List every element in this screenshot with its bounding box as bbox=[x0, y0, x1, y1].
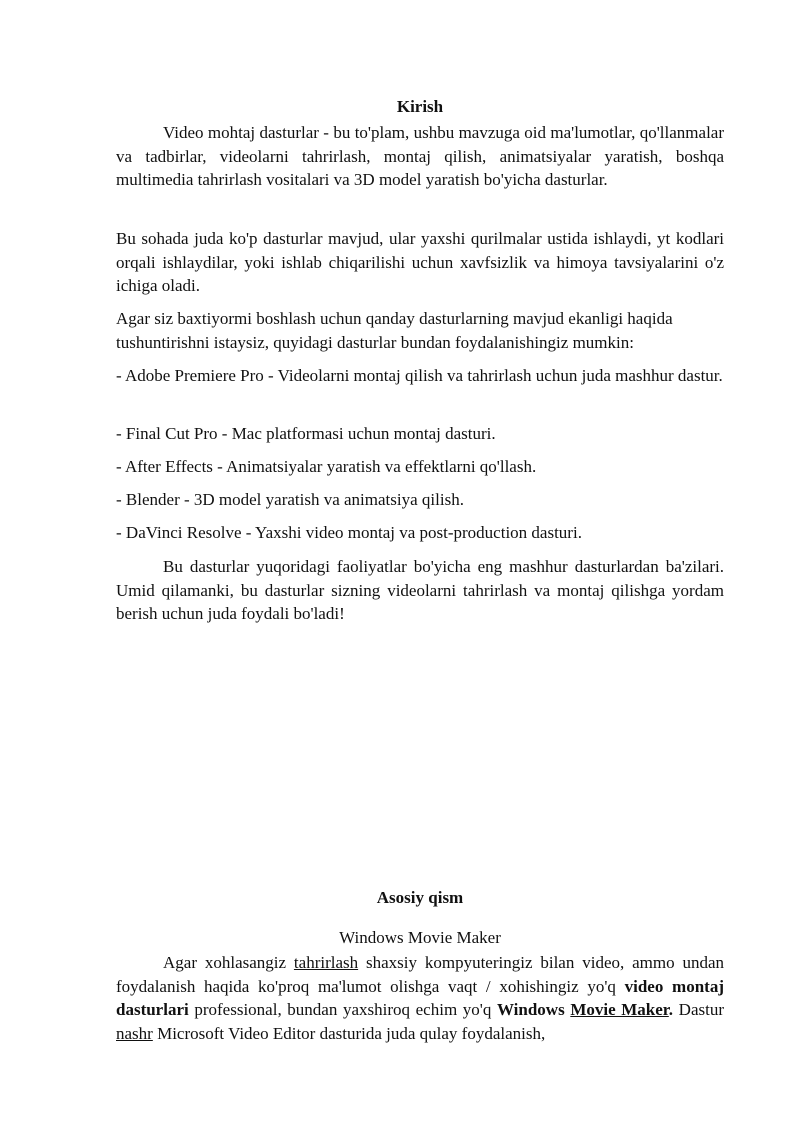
text-span: Dastur bbox=[673, 1000, 724, 1019]
intro-paragraph-4: Bu dasturlar yuqoridagi faoliyatlar bo'yicha eng mashhur dasturlardan ba'zilari. Umid qilamanki, bu dasturlar sizning videolarni tahrirlash va montaj qilishga yordam berish uchun juda foydali bo'ladi! bbox=[116, 557, 724, 623]
intro-paragraph-3-wrap bbox=[116, 307, 724, 354]
list-item: - After Effects - Animatsiyalar yaratish va effektlarni qo'llash. bbox=[116, 457, 537, 476]
bold-text: video montaj dasturlari bbox=[116, 976, 724, 1019]
text-span: shaxsiy kompyuteringiz bilan video, ammo undan foydalanish haqida ko'proq ma'lumot olishga vaqt / xohishingiz yo'q bbox=[116, 953, 724, 996]
intro-paragraph-2: Bu sohada juda ko'p dasturlar mavjud, ular yaxshi qurilmalar ustida ishlaydi, yt kodlari orqali ishlaydilar, yoki ishlab chiqarilishi uchun xavfsizlik va himoya tavsiyalarini o'z ichiga oladi. bbox=[116, 229, 724, 295]
text-span: Microsoft Video Editor dasturida juda qulay foydalanish, bbox=[152, 1023, 546, 1043]
intro-paragraph-4-wrap bbox=[116, 555, 724, 626]
text-span: professional, bundan yaxshiroq echim yo'q bbox=[188, 1000, 497, 1019]
text-span: Agar xohlasangiz bbox=[163, 953, 294, 972]
list-item: - Adobe Premiere Pro - Videolarni montaj qilish va tahrirlash uchun juda mashhur dastur. bbox=[116, 366, 723, 385]
list-item: - DaVinci Resolve - Yaxshi video montaj va post-production dasturi. bbox=[116, 523, 582, 542]
program-list bbox=[116, 364, 724, 388]
intro-heading: Kirish bbox=[396, 97, 444, 116]
main-paragraph-1 bbox=[116, 951, 724, 1045]
main-heading: Asosiy qism bbox=[376, 888, 464, 907]
nashr-link[interactable]: nashr bbox=[116, 1023, 153, 1043]
intro-paragraph-2-wrap bbox=[116, 227, 724, 298]
bold-text: Windows bbox=[496, 1000, 571, 1019]
movie-maker-link[interactable]: Movie Maker bbox=[570, 1000, 669, 1019]
bold-text: . bbox=[668, 1000, 674, 1019]
list-item-wrap bbox=[116, 422, 724, 446]
list-item-wrap bbox=[116, 521, 724, 545]
list-item: - Blender - 3D model yaratish va animatsiya qilish. bbox=[116, 490, 464, 509]
intro-body bbox=[116, 121, 724, 192]
tahrirlash-link[interactable]: tahrirlash bbox=[293, 953, 359, 972]
intro-paragraph-3: Agar siz baxtiyormi boshlash uchun qanday dasturlarning mavjud ekanligi haqida tushuntirishni istaysiz, quyidagi dasturlar bundan foydalanishingiz mumkin: bbox=[116, 309, 673, 352]
main-body bbox=[116, 951, 724, 1045]
intro-paragraph-1: Video mohtaj dasturlar - bu to'plam, ushbu mavzuga oid ma'lumotlar, qo'llanmalar va tadbirlar, videolarni tahrirlash, montaj qilish, animatsiyalar yaratish, boshqa multimedia tahrirlash vositalari va 3D model yaratish bo'yicha dasturlar. bbox=[116, 123, 724, 189]
main-subheading: Windows Movie Maker bbox=[339, 928, 501, 947]
list-item-wrap bbox=[116, 488, 724, 512]
list-item: - Final Cut Pro - Mac platformasi uchun montaj dasturi. bbox=[116, 424, 496, 443]
list-item-wrap bbox=[116, 455, 724, 479]
